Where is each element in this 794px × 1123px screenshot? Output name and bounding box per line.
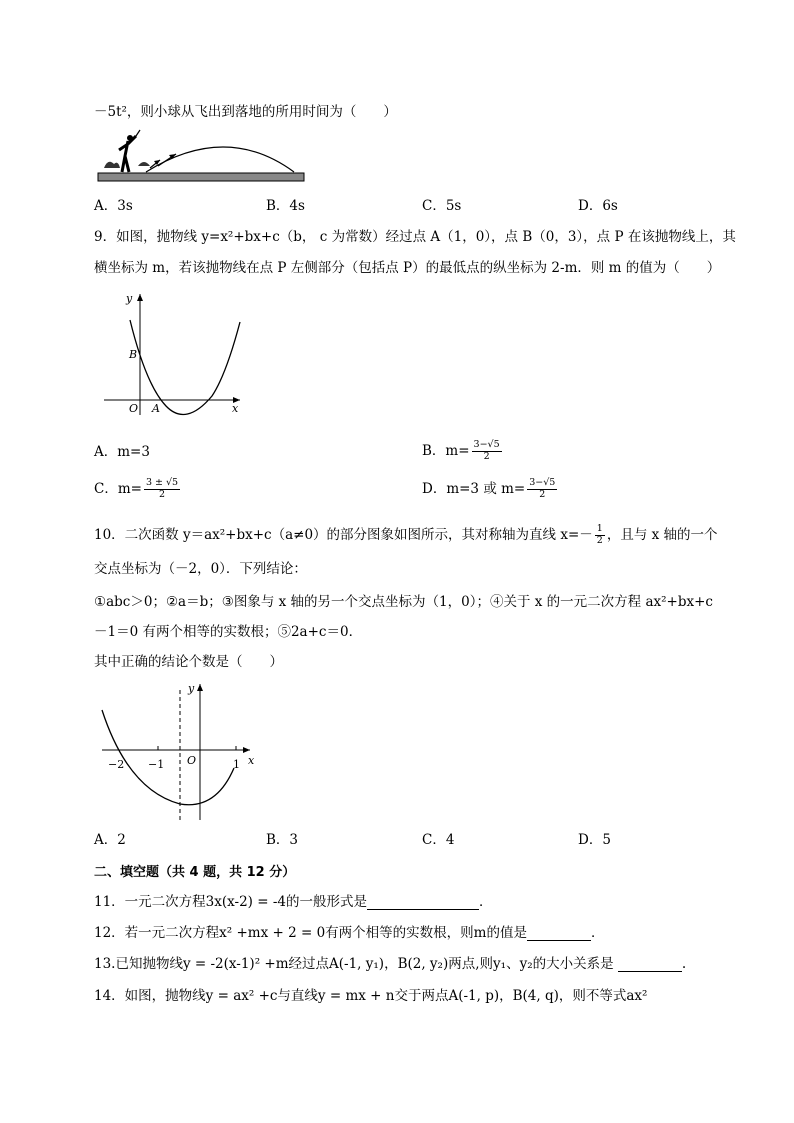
q10-option-a: A．2 xyxy=(94,832,126,848)
origin-label: O xyxy=(187,754,197,767)
question-9-line1: 9．如图，抛物线 y=x²+bx+c（b， c 为常数）经过点 A（1，0），点 B（0，3），点 P 在该抛物线上，其 xyxy=(94,229,736,245)
question-10-line1: 10．二次函数 y＝ax²+bx+c（a≠0）的部分图象如图所示，其对称轴为直线 x=－ $\frac{1}{2}$ ，且与 x 轴的一个 xyxy=(94,523,718,546)
q10-option-b: B．3 xyxy=(266,832,299,848)
tick-label-minus2: −2 xyxy=(108,758,125,771)
q10-option-c: C．4 xyxy=(422,832,455,848)
q8-option-c: C．5s xyxy=(422,198,462,214)
origin-label: O xyxy=(129,402,139,415)
answer-blank[interactable] xyxy=(367,897,479,910)
question-10-line2: 交点坐标为（－2，0）．下列结论： xyxy=(94,561,307,577)
question-12: 12．若一元二次方程x² +mx + 2 = 0有两个相等的实数根，则m的值是 ． xyxy=(94,925,605,941)
tick-label-1: 1 xyxy=(233,758,240,771)
question-10-line5: 其中正确的结论个数是（ ） xyxy=(94,654,283,670)
q8-option-d: D．6s xyxy=(578,198,618,214)
question-8-text: －5t²，则小球从飞出到落地的所用时间为（ ） xyxy=(94,104,397,120)
ground xyxy=(98,173,304,181)
point-a-label: A xyxy=(152,402,160,415)
q9-option-c: C．m= $\frac{3 \pm √5}{2}$ xyxy=(94,477,179,500)
q9-parabola-graph xyxy=(100,290,250,420)
golf-ball-illustration xyxy=(98,128,306,184)
q10-parabola-graph xyxy=(98,680,268,825)
q10-option-d: D．5 xyxy=(578,832,611,848)
question-10-line4: －1＝0 有两个相等的实数根；⑤2a+c＝0． xyxy=(94,624,363,640)
question-13: 13.已知抛物线y = -2(x-1)² +m经过点A(-1, y₁)，B(2, y₂)两点,则y₁、y₂的大小关系是 . xyxy=(94,956,687,972)
golfer-figure xyxy=(104,130,150,172)
q9-option-d: D．m=3 或 m= $\frac{3-√5}{2}$ xyxy=(422,477,556,500)
q8-option-a: A．3s xyxy=(94,198,133,214)
x-axis-label: x xyxy=(248,754,255,767)
section-heading-fill-in: 二、填空题（共 4 题，共 12 分） xyxy=(94,865,296,880)
y-axis-label: y xyxy=(188,682,195,695)
y-axis-label: y xyxy=(126,292,133,305)
point-b-label: B xyxy=(129,348,138,361)
q9-option-b: B．m= $\frac{3-√5}{2}$ xyxy=(422,439,500,462)
tick-label-minus1: −1 xyxy=(148,758,165,771)
answer-blank[interactable] xyxy=(527,928,591,941)
q8-option-b: B．4s xyxy=(266,198,305,214)
question-10-line3: ①abc＞0；②a＝b；③图象与 x 轴的另一个交点坐标为（1，0）；④关于 x 的一元二次方程 ax²+bx+c xyxy=(94,594,713,610)
question-9-line2: 横坐标为 m，若该抛物线在点 P 左侧部分（包括点 P）的最低点的纵坐标为 2-m．则 m 的值为（ ） xyxy=(94,260,721,276)
answer-blank[interactable] xyxy=(618,959,682,972)
question-11: 11．一元二次方程3x(x-2) = -4的一般形式是 ． xyxy=(94,894,493,910)
question-14: 14．如图，抛物线y = ax² +c与直线y = mx + n交于两点A(-1, p)，B(4, q)，则不等式ax² xyxy=(94,988,648,1004)
q9-option-a: A．m=3 xyxy=(94,444,150,460)
x-axis-label: x xyxy=(232,402,239,415)
